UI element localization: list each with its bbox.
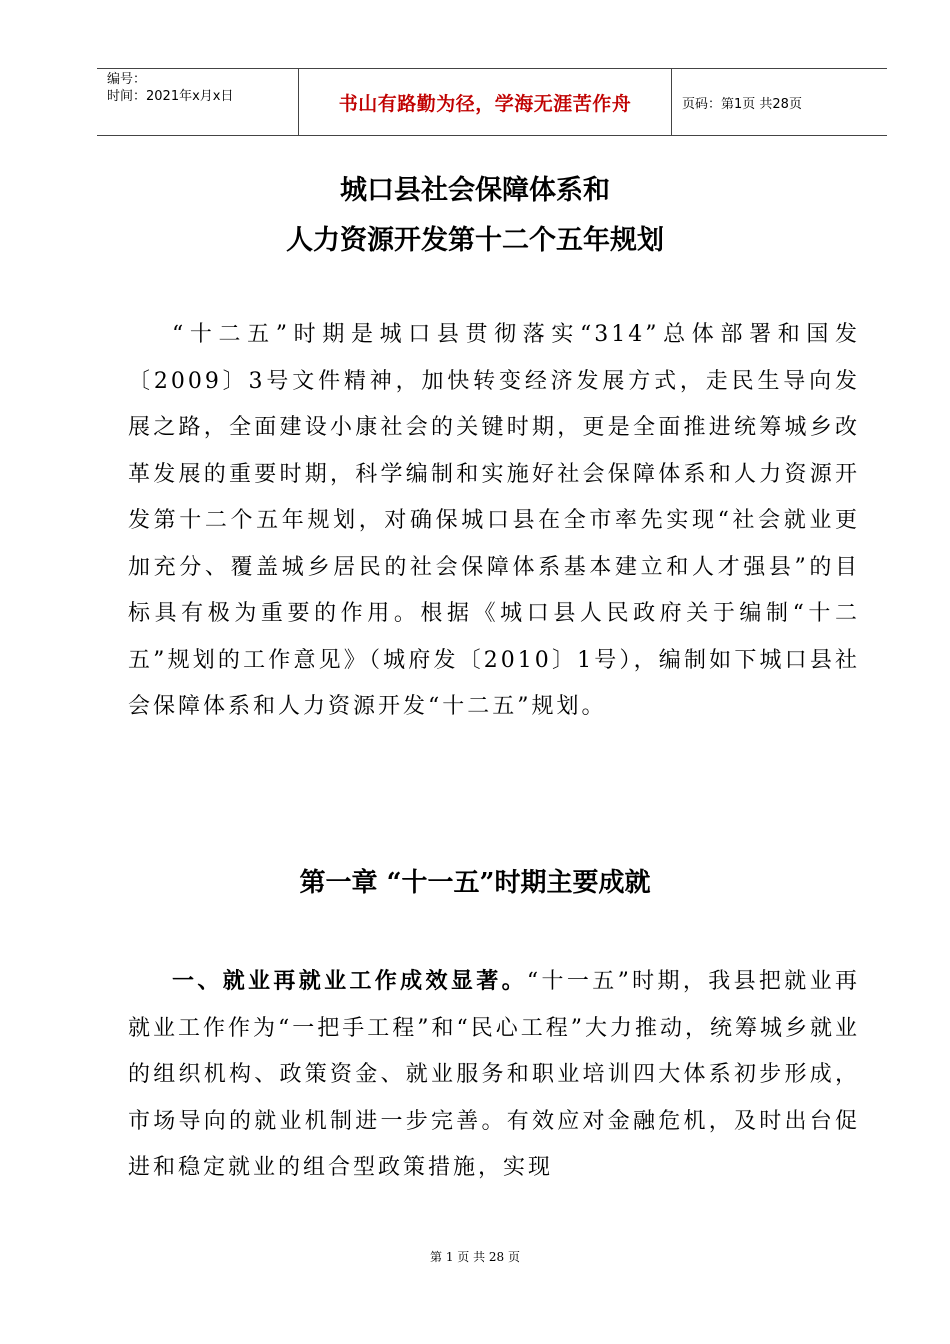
document-title-line-1: 城口县社会保障体系和 <box>340 175 610 206</box>
document-title-line-2: 人力资源开发第十二个五年规划 <box>286 225 664 256</box>
serial-number-label: 编号： <box>107 72 147 87</box>
chapter-heading: 第一章 “十一五”时期主要成就 <box>299 868 651 898</box>
intro-paragraph: “十二五”时期是城口县贯彻落实“314”总体部署和国发〔2009〕3号文件精神，加快转变经济发展方式，走民生导向发展之路，全面建设小康社会的关键时期，更是全面推进统筹城乡改革发展的重要时期，科学编制和实施好社会保障体系和人力资源开发第十二个五年规划，对确保城口县在全市率先实现“社会就业更加充分、覆盖城乡居民的社会保障体系基本建立和人才强县”的目标具有极为重要的作用。根据《城口县人民政府关于编制“十二五”规划的工作意见》（城府发〔2010〕1号），编制如下城口县社会保障体系和人力资源开发“十二五”规划。 <box>128 322 860 719</box>
page-footer: 第 1 页 共 28 页 <box>430 1250 520 1264</box>
section-heading: 一、就业再就业工作成效显著。 <box>172 968 527 994</box>
date-label: 时间：2021年x月x日 <box>107 89 234 104</box>
header-meta <box>97 69 299 135</box>
section-text: “十一五”时期，我县把就业再就业工作作为“一把手工程”和“民心工程”大力推动，统筹城乡就业的组织机构、政策资金、就业服务和职业培训四大体系初步形成，市场导向的就业机制进一步完善。有效应对金融危机，及时出台促进和稳定就业的组合型政策措施，实现 <box>128 969 860 1180</box>
header-page-info: 页码：第1页 共28页 <box>682 96 802 112</box>
page-header <box>97 68 887 136</box>
header-motto: 书山有路勤为径，学海无涯苦作舟 <box>299 69 672 135</box>
section-paragraph <box>128 958 860 1192</box>
